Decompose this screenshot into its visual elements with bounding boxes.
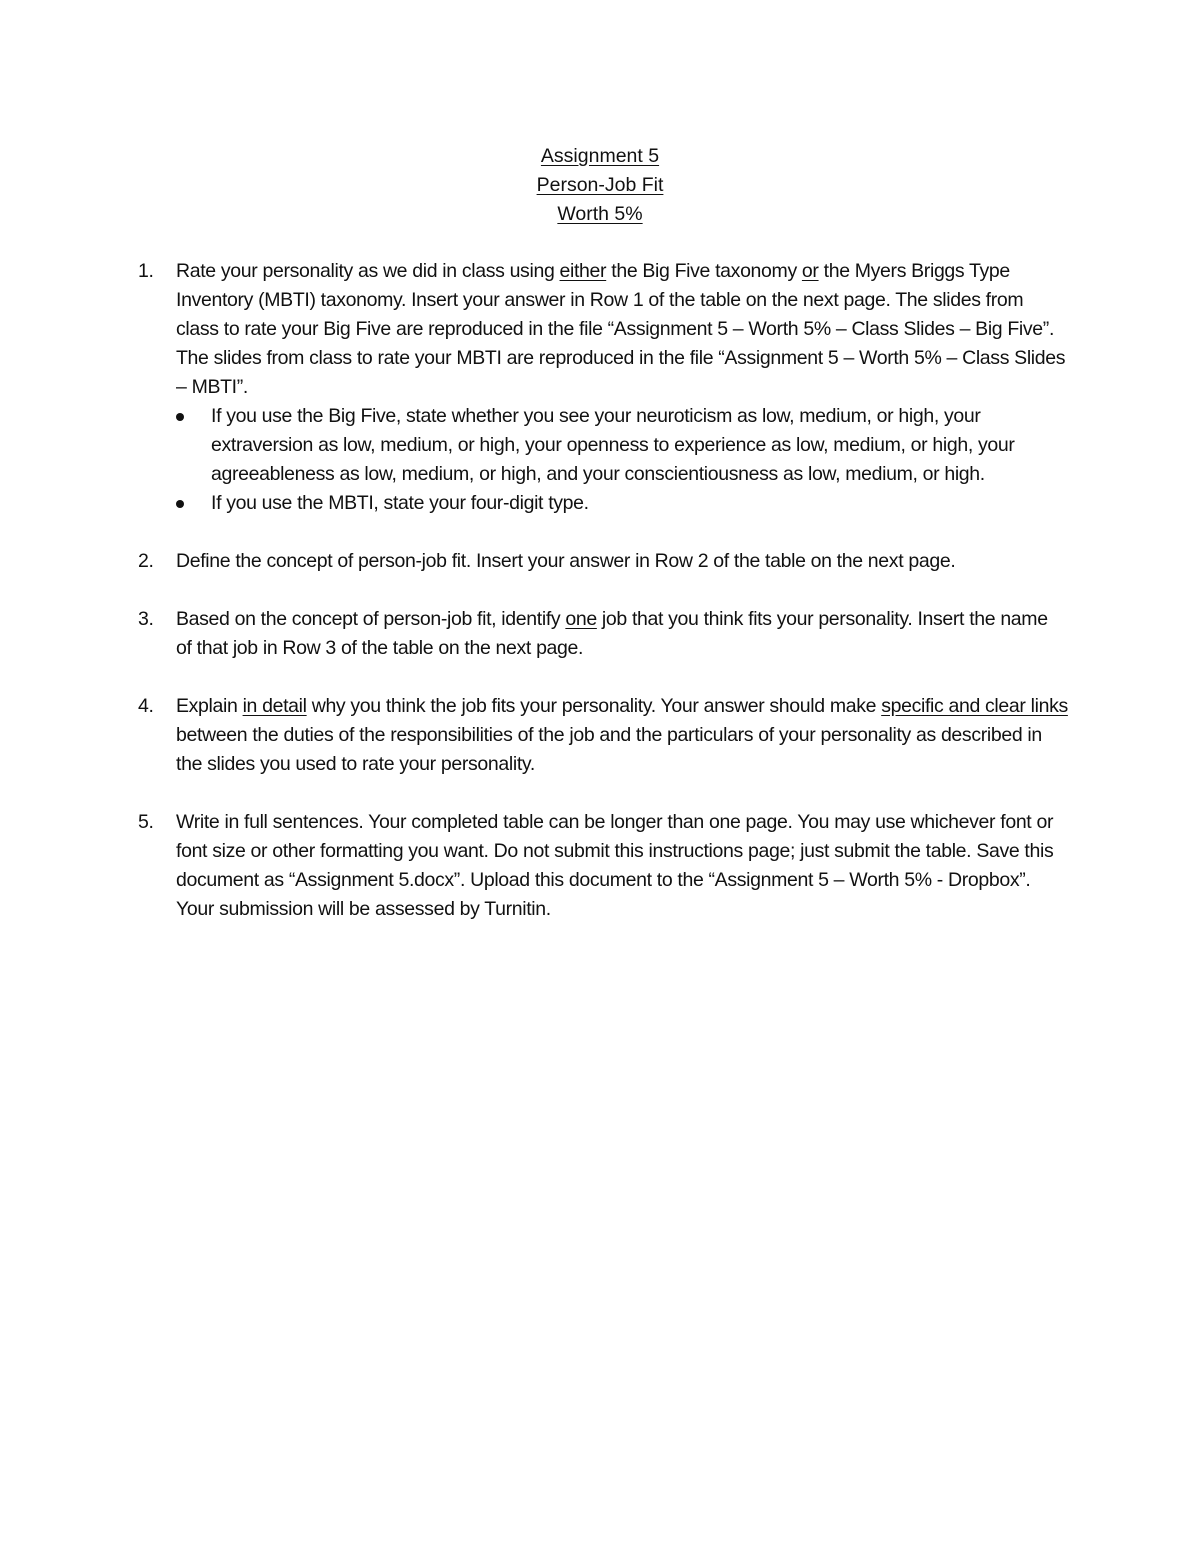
bullet-item-mbti: If you use the MBTI, state your four-digit type. bbox=[176, 489, 1068, 518]
item-number: 2. bbox=[138, 550, 154, 572]
item-text: Write in full sentences. Your completed table can be longer than one page. You may use whichever font or font size or other formatting you want. Do not submit this instructions page; just submit the table. Save this document as “Assignment 5.docx”. Upload this document to the “Assignment 5 – Worth 5% - Dropbox”. Your submission will be assessed by Turnitin. bbox=[176, 811, 1054, 920]
emphasis-in-detail: in detail bbox=[242, 695, 307, 717]
bullet-item-big-five: If you use the Big Five, state whether you see your neuroticism as low, medium, or high, your extraversion as low, medium, or high, your openness to experience as low, medium, or high, your agreeableness as low, medium, or high, and your conscientiousness as low, medium, or high. bbox=[176, 402, 1068, 489]
bullet-dot-icon bbox=[176, 413, 184, 421]
emphasis-specific-links: specific and clear links bbox=[881, 695, 1068, 717]
instruction-item-3 bbox=[138, 605, 1068, 663]
instruction-item-5 bbox=[138, 808, 1068, 924]
bullet-list bbox=[176, 402, 1068, 518]
item-text: Explain in detail why you think the job fits your personality. Your answer should make specific and clear links between the duties of the responsibilities of the job and the particulars of your personality as described in the slides you used to rate your personality. bbox=[176, 695, 1068, 775]
emphasis-or: or bbox=[801, 260, 819, 282]
emphasis-either: either bbox=[559, 260, 607, 282]
instruction-item-1 bbox=[138, 257, 1068, 518]
item-text: Rate your personality as we did in class using either the Big Five taxonomy or the Myers Briggs Type Inventory (MBTI) taxonomy. Insert your answer in Row 1 of the table on the next page. The slides from class to rate your Big Five are reproduced in the file “Assignment 5 – Worth 5% – Class Slides – Big Five”. The slides from class to rate your MBTI are reproduced in the file “Assignment 5 – Worth 5% – Class Slides – MBTI”. bbox=[176, 260, 1066, 398]
instruction-item-4 bbox=[138, 692, 1068, 779]
item-number: 4. bbox=[138, 695, 154, 717]
emphasis-one: one bbox=[565, 608, 597, 630]
item-number: 1. bbox=[138, 260, 154, 282]
bullet-dot-icon bbox=[176, 500, 184, 508]
item-number: 5. bbox=[138, 811, 154, 833]
instructions bbox=[138, 257, 1068, 953]
document-header bbox=[0, 142, 1200, 229]
instruction-item-2 bbox=[138, 547, 1068, 576]
item-text: Based on the concept of person-job fit, identify one job that you think fits your personality. Insert the name of that job in Row 3 of the table on the next page. bbox=[176, 608, 1048, 659]
instruction-list bbox=[138, 257, 1068, 924]
assignment-title: Assignment 5 bbox=[540, 145, 660, 167]
assignment-subtitle: Person-Job Fit bbox=[536, 174, 664, 196]
assignment-worth: Worth 5% bbox=[557, 203, 643, 225]
item-text: Define the concept of person-job fit. Insert your answer in Row 2 of the table on the next page. bbox=[176, 550, 956, 572]
item-number: 3. bbox=[138, 608, 154, 630]
